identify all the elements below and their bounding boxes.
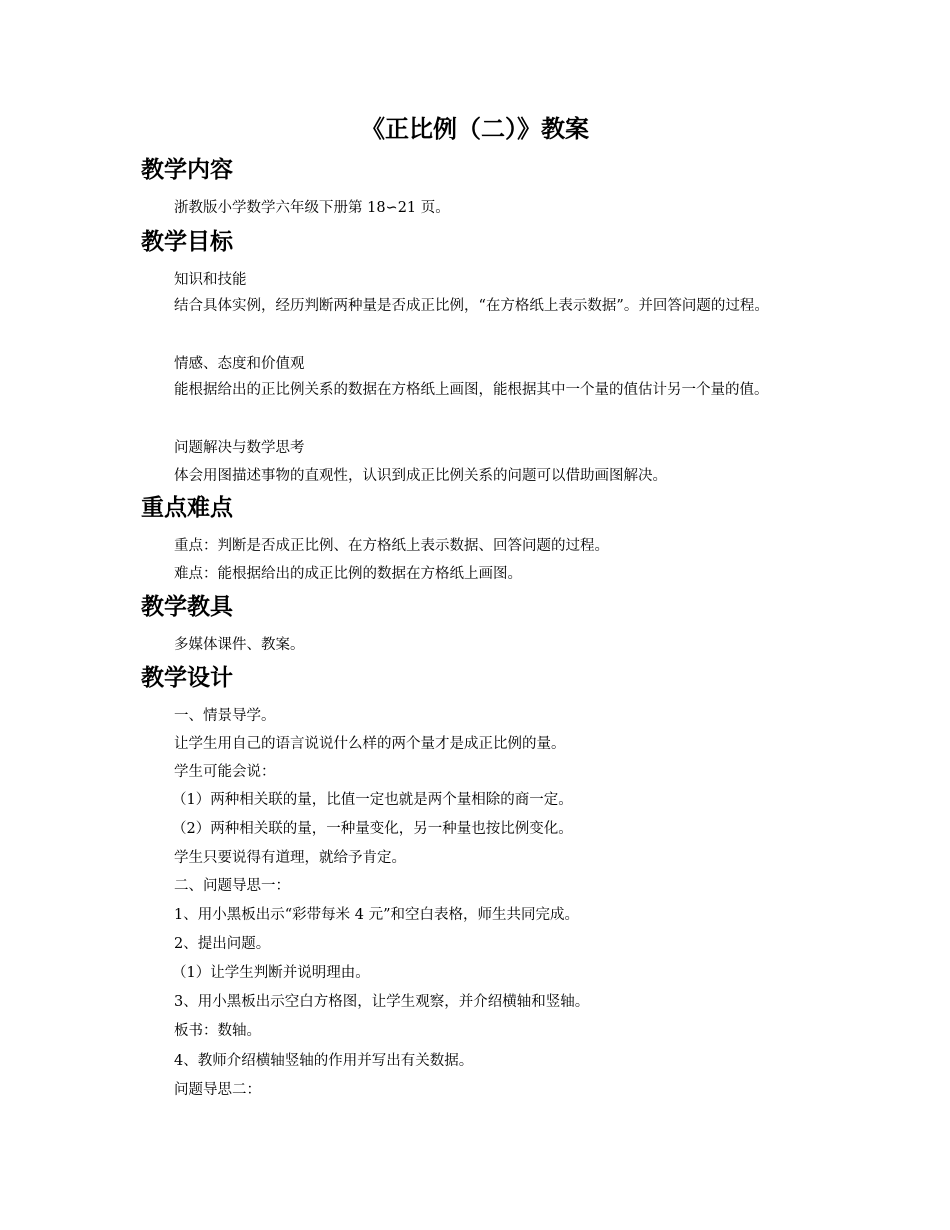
page-title: 《正比例（二）》教案	[361, 115, 589, 143]
design-line: 4、教师介绍横轴竖轴的作用并写出有关数据。	[174, 1053, 474, 1069]
design-line: 让学生用自己的语言说说什么样的两个量才是成正比例的量。	[174, 736, 566, 752]
section-heading-keypoints: 重点难点	[141, 495, 233, 521]
design-line: （1）让学生判断并说明理由。	[172, 965, 370, 981]
design-line: 板书：数轴。	[174, 1023, 261, 1039]
design-line: 一、情景导学。	[174, 708, 276, 724]
section-heading-design: 教学设计	[141, 665, 233, 691]
design-line: 3、用小黑板出示空白方格图，让学生观察，并介绍横轴和竖轴。	[174, 994, 590, 1010]
goals-para-knowledge: 结合具体实例，经历判断两种量是否成正比例，“在方格纸上表示数据”。并回答问题的过程。	[174, 298, 769, 314]
section-heading-goals: 教学目标	[141, 229, 233, 255]
design-line: 学生只要说得有道理，就给予肯定。	[174, 850, 406, 866]
section-heading-content: 教学内容	[141, 157, 233, 183]
goals-para-emotion: 能根据给出的正比例关系的数据在方格纸上画图，能根据其中一个量的值估计另一个量的值。	[174, 382, 769, 398]
keypoints-focus: 重点：判断是否成正比例、在方格纸上表示数据、回答问题的过程。	[174, 538, 609, 554]
design-line: 2、提出问题。	[174, 936, 271, 952]
goals-para-problem: 体会用图描述事物的直观性，认识到成正比例关系的问题可以借助画图解决。	[174, 468, 667, 484]
design-line: （1）两种相关联的量，比值一定也就是两个量相除的商一定。	[172, 792, 573, 808]
goals-sub-problem: 问题解决与数学思考	[174, 440, 305, 456]
design-line: 1、用小黑板出示“彩带每米 4 元”和空白表格，师生共同完成。	[174, 907, 579, 923]
design-line: 二、问题导思一：	[174, 878, 290, 894]
design-line: 问题导思二：	[174, 1082, 261, 1098]
tools-line: 多媒体课件、教案。	[174, 637, 305, 653]
design-line: 学生可能会说：	[174, 764, 276, 780]
goals-sub-knowledge: 知识和技能	[174, 272, 247, 288]
design-line: （2）两种相关联的量，一种量变化，另一种量也按比例变化。	[172, 821, 573, 837]
section-heading-tools: 教学教具	[141, 594, 233, 620]
content-line: 浙教版小学数学六年级下册第 18∽21 页。	[174, 200, 450, 216]
keypoints-difficulty: 难点：能根据给出的成正比例的数据在方格纸上画图。	[174, 566, 522, 582]
goals-sub-emotion: 情感、态度和价值观	[174, 356, 305, 372]
